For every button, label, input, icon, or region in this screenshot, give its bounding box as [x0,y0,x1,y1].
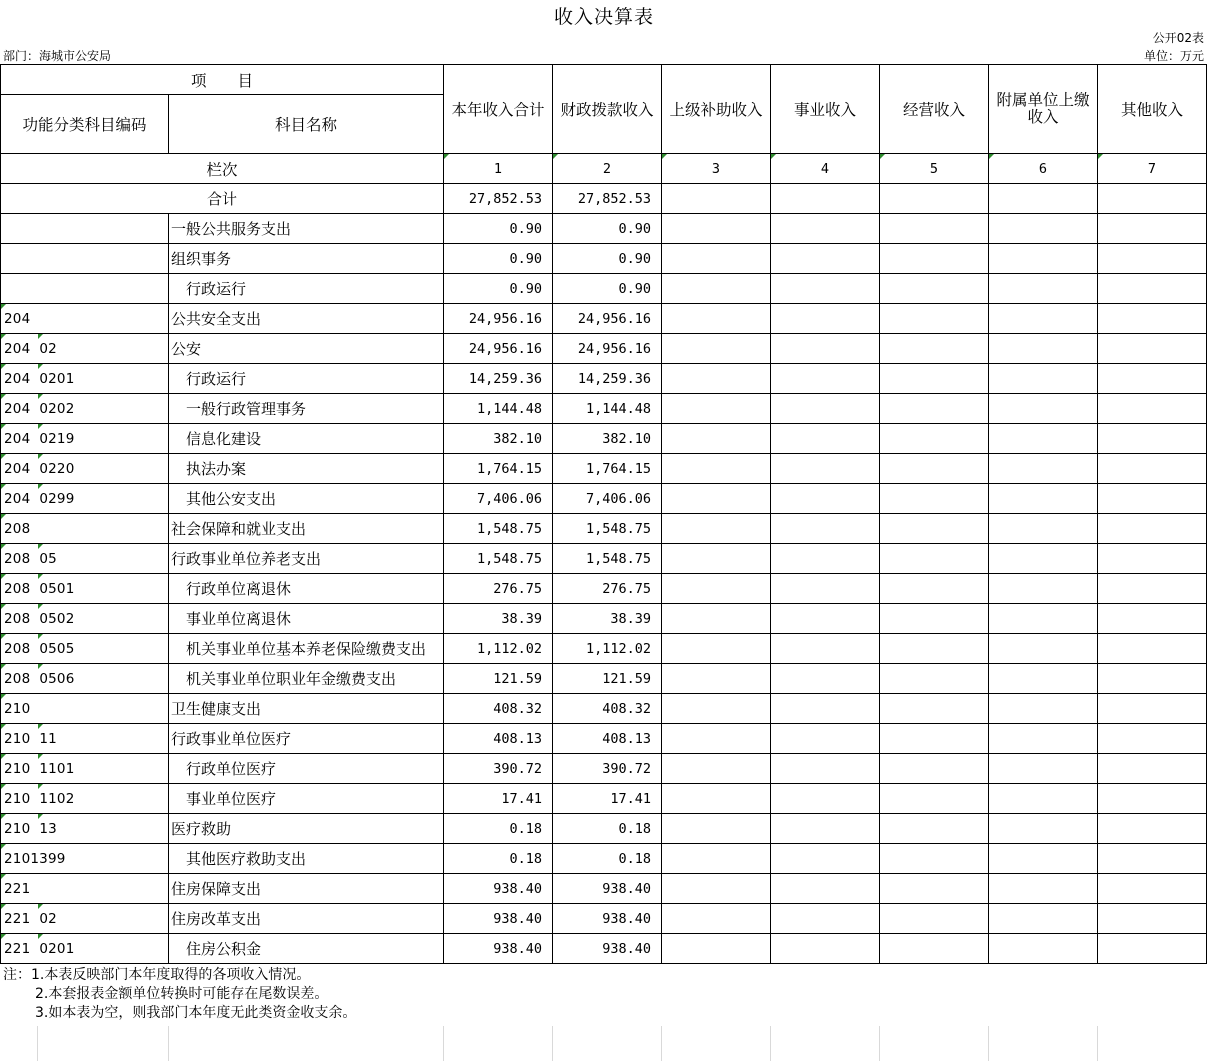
row-name: 事业单位医疗 [169,784,444,814]
row-total-income: 1,548.75 [444,544,553,574]
row-name: 其他公安支出 [169,484,444,514]
row-code: 204 0220 [1,454,169,484]
unit-label: 单位：万元 [1143,49,1204,63]
row-total-income: 38.39 [444,604,553,634]
empty-cell [989,214,1098,244]
empty-cell [771,694,880,724]
row-name: 医疗救助 [169,814,444,844]
empty-cell [1098,664,1207,694]
col-total-income-header: 本年收入合计 [444,65,553,154]
row-fiscal-appropriation: 1,112.02 [553,634,662,664]
table-row [1,574,1207,604]
row-fiscal-appropriation: 938.40 [553,904,662,934]
notes [3,966,356,1023]
row-total-income: 1,112.02 [444,634,553,664]
table-row [1,334,1207,364]
table-row [1,214,1207,244]
empty-cell [880,484,989,514]
empty-cell [1098,394,1207,424]
empty-cell [1098,814,1207,844]
row-total-income: 14,259.36 [444,364,553,394]
row-fiscal-appropriation: 408.13 [553,724,662,754]
colno-4: 4 [771,154,880,184]
empty-cell [989,814,1098,844]
empty-cell [1098,454,1207,484]
row-code [1,244,169,274]
empty-cell [989,934,1098,964]
empty-cell [989,664,1098,694]
department-label: 部门：海城市公安局 [3,49,112,63]
row-name: 其他医疗救助支出 [169,844,444,874]
row-fiscal-appropriation: 0.18 [553,844,662,874]
code-header: 功能分类科目编码 [1,95,169,154]
note-3: 3.如本表为空，则我部门本年度无此类资金收支余。 [35,1005,357,1021]
total-col2: 27,852.53 [553,184,662,214]
empty-cell [1098,604,1207,634]
row-total-income: 938.40 [444,904,553,934]
total-col1: 27,852.53 [444,184,553,214]
row-name: 行政事业单位养老支出 [169,544,444,574]
table-row [1,844,1207,874]
row-fiscal-appropriation: 38.39 [553,604,662,634]
row-code: 210 1101 [1,754,169,784]
row-fiscal-appropriation: 938.40 [553,874,662,904]
row-fiscal-appropriation: 0.90 [553,214,662,244]
empty-cell [989,694,1098,724]
empty-cell [989,274,1098,304]
row-total-income: 121.59 [444,664,553,694]
empty-cell [771,394,880,424]
row-fiscal-appropriation: 24,956.16 [553,334,662,364]
income-table [0,64,1207,964]
table-row [1,664,1207,694]
table-row [1,424,1207,454]
empty-cell [771,814,880,844]
empty-cell [989,724,1098,754]
row-total-income: 17.41 [444,784,553,814]
empty-cell [662,334,771,364]
empty-cell [662,274,771,304]
total-label: 合计 [1,184,444,214]
col-other-income-header: 其他收入 [1098,65,1207,154]
empty-cell [880,784,989,814]
empty-cell [880,754,989,784]
empty-cell [662,934,771,964]
table-row [1,754,1207,784]
document-number: 公开02表 [1152,31,1204,45]
table-row [1,604,1207,634]
empty-cell [880,934,989,964]
colno-label: 栏次 [1,154,444,184]
empty-cell [662,304,771,334]
empty-cell [880,274,989,304]
row-fiscal-appropriation: 24,956.16 [553,304,662,334]
empty-cell [880,814,989,844]
name-header: 科目名称 [169,95,444,154]
row-code: 204 0201 [1,364,169,394]
empty-cell [989,454,1098,484]
empty-cell [1098,844,1207,874]
empty-cell [662,514,771,544]
empty-cell [1098,244,1207,274]
empty-cell [662,244,771,274]
row-total-income: 0.18 [444,814,553,844]
empty-cell [771,454,880,484]
row-fiscal-appropriation: 276.75 [553,574,662,604]
empty-cell [662,874,771,904]
row-fiscal-appropriation: 1,548.75 [553,514,662,544]
col-fiscal-appropriation-header: 财政拨款收入 [553,65,662,154]
empty-cell [771,514,880,544]
empty-cell [662,724,771,754]
empty-cell [662,634,771,664]
row-name: 卫生健康支出 [169,694,444,724]
row-name: 住房公积金 [169,934,444,964]
row-name: 组织事务 [169,244,444,274]
row-name: 行政运行 [169,274,444,304]
row-total-income: 938.40 [444,874,553,904]
empty-cell [662,214,771,244]
row-code [1,214,169,244]
empty-cell [989,754,1098,784]
empty-cell [662,784,771,814]
empty-cell [1098,574,1207,604]
empty-cell [880,334,989,364]
row-name: 行政单位离退休 [169,574,444,604]
empty-cell [1098,364,1207,394]
empty-cell [880,844,989,874]
empty-cell [1098,274,1207,304]
row-name: 行政事业单位医疗 [169,724,444,754]
empty-cell [771,484,880,514]
empty-cell [1098,634,1207,664]
row-code: 204 [1,304,169,334]
colno-1: 1 [444,154,553,184]
empty-cell [880,394,989,424]
empty-cell [771,574,880,604]
row-fiscal-appropriation: 7,406.06 [553,484,662,514]
table-row [1,694,1207,724]
row-total-income: 382.10 [444,424,553,454]
row-fiscal-appropriation: 938.40 [553,934,662,964]
row-name: 一般行政管理事务 [169,394,444,424]
empty-cell [771,304,880,334]
row-code: 208 0506 [1,664,169,694]
table-row [1,904,1207,934]
empty-cell [989,364,1098,394]
empty-cell [1098,874,1207,904]
row-total-income: 0.90 [444,244,553,274]
empty-cell [989,334,1098,364]
row-code: 2101399 [1,844,169,874]
row-total-income: 24,956.16 [444,304,553,334]
colno-7: 7 [1098,154,1207,184]
empty-cell [662,844,771,874]
empty-cell [989,874,1098,904]
empty-cell [771,844,880,874]
empty-cell [1098,544,1207,574]
table-row [1,364,1207,394]
row-total-income: 1,144.48 [444,394,553,424]
col6-line2: 收入 [1027,108,1059,126]
row-code: 210 11 [1,724,169,754]
row-fiscal-appropriation: 1,548.75 [553,544,662,574]
empty-cell [1098,514,1207,544]
row-total-income: 24,956.16 [444,334,553,364]
row-total-income: 1,764.15 [444,454,553,484]
row-name: 行政单位医疗 [169,754,444,784]
row-name: 执法办案 [169,454,444,484]
row-fiscal-appropriation: 390.72 [553,754,662,784]
empty-cell [771,244,880,274]
empty-cell [989,604,1098,634]
table-row [1,934,1207,964]
empty-cell [771,784,880,814]
table-row [1,274,1207,304]
empty-cell [989,844,1098,874]
row-code: 204 0202 [1,394,169,424]
note-1: 注：1.本表反映部门本年度取得的各项收入情况。 [3,967,311,983]
row-code: 210 [1,694,169,724]
row-fiscal-appropriation: 1,764.15 [553,454,662,484]
table-row [1,784,1207,814]
row-name: 住房保障支出 [169,874,444,904]
empty-cell [1098,754,1207,784]
row-name: 信息化建设 [169,424,444,454]
row-code: 208 05 [1,544,169,574]
row-code: 210 13 [1,814,169,844]
row-fiscal-appropriation: 14,259.36 [553,364,662,394]
row-name: 住房改革支出 [169,904,444,934]
table-row [1,484,1207,514]
empty-cell [880,694,989,724]
empty-cell [1098,904,1207,934]
row-fiscal-appropriation: 1,144.48 [553,394,662,424]
empty-cell [880,664,989,694]
empty-cell [989,484,1098,514]
table-row [1,304,1207,334]
empty-cell [771,364,880,394]
empty-cell [771,604,880,634]
empty-cell [662,364,771,394]
empty-cell [880,244,989,274]
row-code [1,274,169,304]
empty-cell [1098,424,1207,454]
table-row [1,634,1207,664]
empty-cell [880,604,989,634]
row-total-income: 7,406.06 [444,484,553,514]
table-row [1,244,1207,274]
empty-cell [989,574,1098,604]
empty-cell [662,484,771,514]
empty-cell [989,904,1098,934]
row-code: 204 02 [1,334,169,364]
empty-cell [662,394,771,424]
page-title: 收入决算表 [553,6,654,28]
empty-cell [662,604,771,634]
row-name: 机关事业单位职业年金缴费支出 [169,664,444,694]
col-superior-subsidy-header: 上级补助收入 [662,65,771,154]
row-code: 210 1102 [1,784,169,814]
row-code: 204 0219 [1,424,169,454]
table-row [1,514,1207,544]
empty-cell [989,634,1098,664]
empty-cell [989,304,1098,334]
colno-5: 5 [880,154,989,184]
empty-cell [1098,694,1207,724]
empty-cell [880,424,989,454]
row-name: 事业单位离退休 [169,604,444,634]
row-name: 社会保障和就业支出 [169,514,444,544]
row-code: 208 0505 [1,634,169,664]
empty-cell [771,334,880,364]
empty-cell [880,304,989,334]
table-row [1,724,1207,754]
empty-cell [662,454,771,484]
row-code: 221 [1,874,169,904]
empty-cell [880,724,989,754]
empty-cell [1098,724,1207,754]
colno-6: 6 [989,154,1098,184]
empty-cell [662,754,771,784]
row-fiscal-appropriation: 408.32 [553,694,662,724]
row-name: 公安 [169,334,444,364]
empty-cell [880,634,989,664]
row-fiscal-appropriation: 0.90 [553,244,662,274]
note-2: 2.本套报表金额单位转换时可能存在尾数误差。 [35,986,329,1002]
row-code: 221 02 [1,904,169,934]
item-group-header: 项 目 [1,65,444,95]
row-total-income: 0.90 [444,214,553,244]
row-code: 208 0501 [1,574,169,604]
table-row [1,394,1207,424]
empty-cell [662,664,771,694]
row-total-income: 1,548.75 [444,514,553,544]
row-name: 一般公共服务支出 [169,214,444,244]
empty-cell [989,784,1098,814]
empty-cell [989,514,1098,544]
empty-cell [880,904,989,934]
empty-cell [662,694,771,724]
empty-cell [771,544,880,574]
empty-cell [662,904,771,934]
empty-cell [1098,334,1207,364]
empty-cell [1098,304,1207,334]
row-code: 221 0201 [1,934,169,964]
empty-cell [880,874,989,904]
empty-cell [662,814,771,844]
empty-cell [771,634,880,664]
row-total-income: 0.90 [444,274,553,304]
empty-cell [880,364,989,394]
empty-cell [1098,214,1207,244]
row-code: 208 [1,514,169,544]
row-name: 公共安全支出 [169,304,444,334]
empty-cell [771,874,880,904]
colno-2: 2 [553,154,662,184]
table-row [1,874,1207,904]
empty-cell [771,664,880,694]
empty-cell [771,934,880,964]
col-operating-income-header: 经营收入 [880,65,989,154]
empty-cell [771,424,880,454]
table-row [1,454,1207,484]
row-total-income: 276.75 [444,574,553,604]
empty-cell [662,424,771,454]
row-code: 208 0502 [1,604,169,634]
empty-cell [880,514,989,544]
row-total-income: 408.32 [444,694,553,724]
col-affiliated-remit-header [989,65,1098,154]
row-total-income: 938.40 [444,934,553,964]
empty-cell [771,274,880,304]
empty-cell [880,214,989,244]
row-fiscal-appropriation: 17.41 [553,784,662,814]
row-fiscal-appropriation: 382.10 [553,424,662,454]
empty-cell [989,424,1098,454]
empty-cell [771,754,880,784]
empty-cell [989,394,1098,424]
row-name: 行政运行 [169,364,444,394]
table-row [1,544,1207,574]
empty-cell [771,904,880,934]
empty-cell [989,544,1098,574]
colno-3: 3 [662,154,771,184]
empty-cell [771,214,880,244]
row-fiscal-appropriation: 0.18 [553,814,662,844]
table-row [1,814,1207,844]
empty-cell [662,574,771,604]
empty-cell [880,454,989,484]
row-total-income: 390.72 [444,754,553,784]
empty-cell [880,544,989,574]
col6-line1: 附属单位上缴 [996,91,1090,109]
row-fiscal-appropriation: 121.59 [553,664,662,694]
empty-cell [1098,484,1207,514]
empty-cell [1098,784,1207,814]
row-code: 204 0299 [1,484,169,514]
empty-cell [989,244,1098,274]
empty-cell [880,574,989,604]
col-business-income-header: 事业收入 [771,65,880,154]
row-total-income: 408.13 [444,724,553,754]
empty-cell [1098,934,1207,964]
row-total-income: 0.18 [444,844,553,874]
row-fiscal-appropriation: 0.90 [553,274,662,304]
empty-cell [662,544,771,574]
row-name: 机关事业单位基本养老保险缴费支出 [169,634,444,664]
empty-cell [771,724,880,754]
